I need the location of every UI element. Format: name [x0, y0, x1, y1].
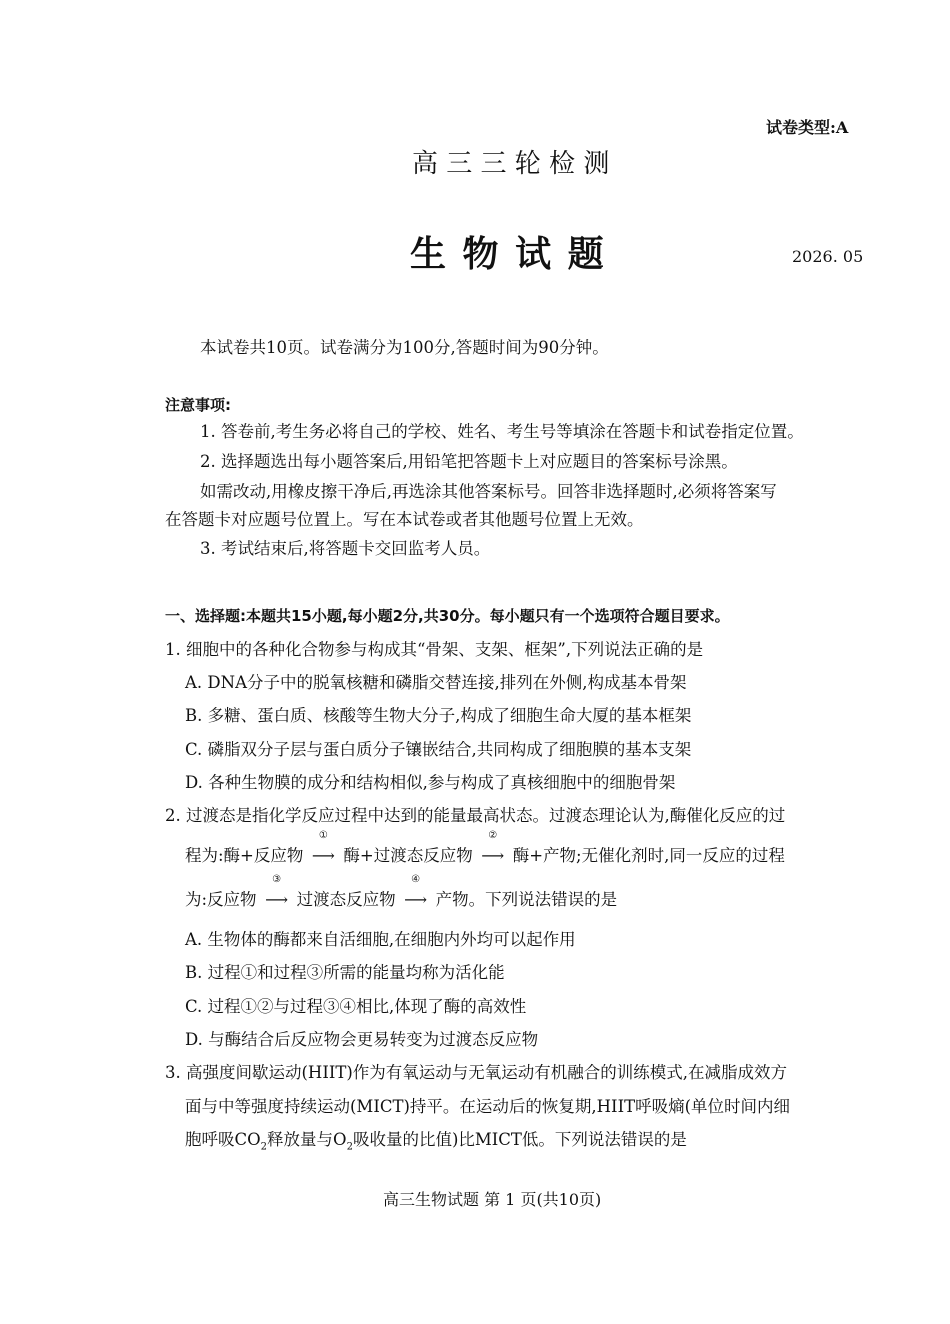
o2-subscript: 2: [346, 1141, 353, 1153]
co2-subscript: 2: [260, 1141, 268, 1153]
question-1-stem: 1. 细胞中的各种化合物参与构成其“骨架、支架、框架”,下列说法正确的是: [165, 640, 704, 659]
notice-item-3: 3. 考试结束后,将答题卡交回监考人员。: [200, 539, 491, 558]
q2-line2-part-a: 程为:酶+反应物: [185, 846, 304, 865]
arrow-icon: ⟶: [404, 890, 428, 909]
question-2-stem-3: [185, 874, 618, 911]
notice-item-1: 1. 答卷前,考生务必将自己的学校、姓名、考生号等填涂在答题卡和试卷指定位置。: [200, 422, 804, 441]
reaction-arrow-3: [257, 874, 297, 911]
question-2-stem-1: 2. 过渡态是指化学反应过程中达到的能量最高状态。过渡态理论认为,酶催化反应的过: [165, 806, 786, 825]
exam-name: 高 三 三 轮 检 测: [412, 149, 610, 179]
question-3-stem-2: 面与中等强度持续运动(MICT)持平。在运动后的恢复期,HIIT呼吸熵(单位时间内细: [185, 1097, 791, 1116]
notice-item-2: 2. 选择题选出每小题答案后,用铅笔把答题卡上对应题目的答案标号涂黑。: [200, 452, 738, 471]
q3-line3-part-c: 吸收量的比值)比MICT低。下列说法错误的是: [352, 1130, 687, 1149]
question-2-option-b: B. 过程①和过程③所需的能量均称为活化能: [185, 963, 505, 982]
question-2-stem-2: [185, 830, 785, 867]
step-marker-4: ④: [411, 874, 421, 885]
arrow-icon: ⟶: [265, 890, 289, 909]
q3-line3-part-b: 释放量与O: [267, 1130, 347, 1149]
q2-line2-part-b: 酶+过渡态反应物: [343, 846, 473, 865]
q2-line2-part-c: 酶+产物;无催化剂时,同一反应的过程: [512, 846, 785, 865]
q2-line3-part-a: 为:反应物: [185, 890, 257, 909]
reaction-arrow-1: [303, 830, 343, 867]
q2-line3-part-c: 产物。下列说法错误的是: [435, 890, 618, 909]
question-3-stem-3: [185, 1129, 687, 1158]
notice-item-2-cont-2: 在答题卡对应题号位置上。写在本试卷或者其他题号位置上无效。: [165, 510, 644, 529]
notice-item-2-cont-1: 如需改动,用橡皮擦干净后,再选涂其他答案标号。回答非选择题时,必须将答案写: [200, 482, 777, 501]
notice-title: 注意事项:: [165, 396, 231, 414]
intro-text: 本试卷共10页。试卷满分为100分,答题时间为90分钟。: [200, 338, 609, 357]
question-3-stem-1: 3. 高强度间歇运动(HIIT)作为有氧运动与无氧运动有机融合的训练模式,在减脂成效方: [165, 1063, 788, 1082]
reaction-arrow-4: [396, 874, 436, 911]
question-2-option-c: C. 过程①②与过程③④相比,体现了酶的高效性: [185, 997, 527, 1016]
step-marker-3: ③: [272, 874, 282, 885]
page-title: 生 物 试 题: [410, 233, 606, 275]
question-1-option-a: A. DNA分子中的脱氧核糖和磷脂交替连接,排列在外侧,构成基本骨架: [185, 673, 687, 692]
arrow-icon: ⟶: [481, 846, 505, 865]
q2-line3-part-b: 过渡态反应物: [296, 890, 396, 909]
section-heading: 一、选择题:本题共15小题,每小题2分,共30分。每小题只有一个选项符合题目要求。: [165, 607, 730, 625]
exam-date: 2026. 05: [792, 247, 864, 266]
question-2-option-a: A. 生物体的酶都来自活细胞,在细胞内外均可以起作用: [185, 930, 576, 949]
step-marker-1: ①: [318, 830, 328, 841]
paper-type-label: 试卷类型:A: [766, 118, 849, 137]
page-footer: 高三生物试题 第 1 页(共10页): [383, 1190, 602, 1209]
question-1-option-c: C. 磷脂双分子层与蛋白质分子镶嵌结合,共同构成了细胞膜的基本支架: [185, 740, 692, 759]
question-1-option-b: B. 多糖、蛋白质、核酸等生物大分子,构成了细胞生命大厦的基本框架: [185, 706, 692, 725]
question-1-option-d: D. 各种生物膜的成分和结构相似,参与构成了真核细胞中的细胞骨架: [185, 773, 676, 792]
question-2-option-d: D. 与酶结合后反应物会更易转变为过渡态反应物: [185, 1030, 539, 1049]
reaction-arrow-2: [473, 830, 513, 867]
arrow-icon: ⟶: [311, 846, 335, 865]
q3-line3-part-a: 胞呼吸CO: [185, 1130, 261, 1149]
step-marker-2: ②: [488, 830, 498, 841]
